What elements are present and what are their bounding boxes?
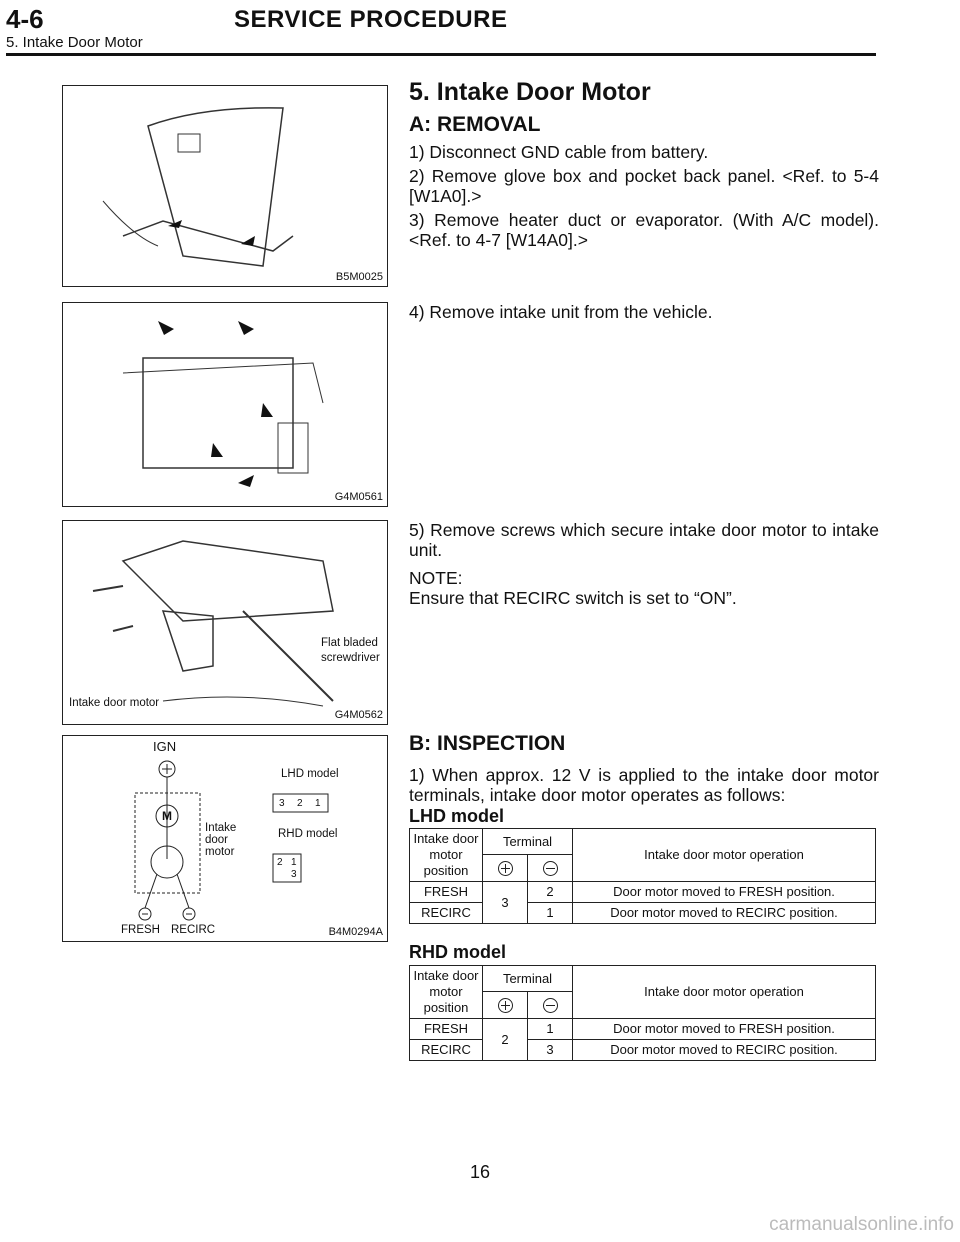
inspection-heading: B: INSPECTION [409, 732, 566, 755]
lhd-table-title: LHD model [409, 806, 505, 826]
table-row [410, 882, 876, 903]
removal-step-5-block [409, 520, 879, 612]
plus-terminal-cell: 3 [483, 882, 528, 924]
col-operation-header: Intake door motor operation [573, 829, 876, 882]
label-screwdriver: screwdriver [321, 652, 380, 664]
intake-unit-illustration [63, 303, 387, 506]
figure-door-motor-screws [62, 520, 388, 725]
minus-icon [543, 998, 558, 1013]
label-fresh: FRESH [121, 924, 160, 936]
label-intake-door-motor: Intake door motor [69, 697, 160, 709]
removal-step-2: 2) Remove glove box and pocket back panel. <Ref. to 5-4 [W1A0].> [409, 166, 879, 206]
section-title: 5. Intake Door Motor [409, 78, 651, 106]
label-ign: IGN [153, 739, 177, 754]
label-motor-1: Intake [205, 822, 237, 834]
terminal-plus-header [483, 855, 528, 882]
terminal-plus-header [483, 992, 528, 1019]
figure-id: G4M0562 [334, 709, 383, 721]
col-position-header: Intake door motor position [410, 829, 483, 882]
lhd-pin: 1 [315, 798, 321, 809]
col-position-header: Intake door motor position [410, 966, 483, 1019]
page-header-subtitle: 5. Intake Door Motor [6, 34, 143, 51]
removal-heading: A: REMOVAL [409, 113, 541, 136]
rhd-terminal-table [409, 965, 876, 1061]
position-cell: RECIRC [410, 1040, 483, 1061]
label-motor-3: motor [205, 846, 235, 858]
position-cell: RECIRC [410, 903, 483, 924]
note-label: NOTE: [409, 568, 463, 588]
watermark: carmanualsonline.info [769, 1214, 954, 1235]
minus-terminal-cell: 3 [528, 1040, 573, 1061]
minus-terminal-cell: 1 [528, 1019, 573, 1040]
operation-cell: Door motor moved to FRESH position. [573, 1019, 876, 1040]
page-number: 16 [469, 1162, 491, 1182]
lhd-pin: 3 [279, 798, 285, 809]
figure-wiring-diagram [62, 735, 388, 942]
lhd-terminal-table [409, 828, 876, 924]
rhd-table-title: RHD model [409, 942, 507, 962]
operation-cell: Door motor moved to RECIRC position. [573, 903, 876, 924]
label-rhd-model: RHD model [278, 828, 338, 840]
inspection-step-1: 1) When approx. 12 V is applied to the intake door motor terminals, intake door motor operates as follows: [409, 765, 879, 805]
lhd-pin: 2 [297, 798, 303, 809]
header-rule [6, 53, 876, 56]
operation-cell: Door motor moved to FRESH position. [573, 882, 876, 903]
label-recirc: RECIRC [171, 924, 216, 936]
col-operation-header: Intake door motor operation [573, 966, 876, 1019]
figure-id: G4M0561 [334, 491, 383, 503]
page-header-title: SERVICE PROCEDURE [234, 6, 508, 33]
minus-terminal-cell: 2 [528, 882, 573, 903]
figure-id: B4M0294A [328, 926, 383, 938]
plus-icon [498, 861, 513, 876]
label-motor-2: door [205, 834, 229, 846]
section-code: 4-6 [6, 4, 44, 34]
removal-step-3: 3) Remove heater duct or evaporator. (With A/C model). <Ref. to 4-7 [W14A0].> [409, 210, 879, 250]
minus-terminal-cell: 1 [528, 903, 573, 924]
note-text: Ensure that RECIRC switch is set to “ON”. [409, 588, 737, 608]
table-row [410, 1019, 876, 1040]
position-cell: FRESH [410, 1019, 483, 1040]
inspection-step-1-block [409, 765, 879, 809]
removal-step-4-block [409, 302, 879, 326]
operation-cell: Door motor moved to RECIRC position. [573, 1040, 876, 1061]
removal-steps-1-3 [409, 142, 879, 254]
table-row [410, 903, 876, 924]
figure-id: B5M0025 [335, 271, 383, 283]
removal-step-1: 1) Disconnect GND cable from battery. [409, 142, 709, 162]
label-m: M [162, 809, 172, 823]
col-terminal-header: Terminal [483, 829, 573, 855]
plus-icon [498, 998, 513, 1013]
rhd-pin: 1 [291, 857, 297, 868]
figure-glove-box [62, 85, 388, 287]
glove-box-illustration [63, 86, 387, 286]
rhd-pin: 3 [291, 869, 297, 880]
table-row [410, 1040, 876, 1061]
minus-icon [543, 861, 558, 876]
door-motor-illustration [63, 521, 387, 724]
terminal-minus-header [528, 855, 573, 882]
plus-terminal-cell: 2 [483, 1019, 528, 1061]
removal-step-5: 5) Remove screws which secure intake door motor to intake unit. [409, 520, 879, 560]
figure-intake-unit [62, 302, 388, 507]
col-terminal-header: Terminal [483, 966, 573, 992]
terminal-minus-header [528, 992, 573, 1019]
label-flat-bladed: Flat bladed [321, 637, 378, 649]
position-cell: FRESH [410, 882, 483, 903]
rhd-pin: 2 [277, 857, 283, 868]
label-lhd-model: LHD model [281, 768, 339, 780]
removal-step-4: 4) Remove intake unit from the vehicle. [409, 302, 713, 322]
